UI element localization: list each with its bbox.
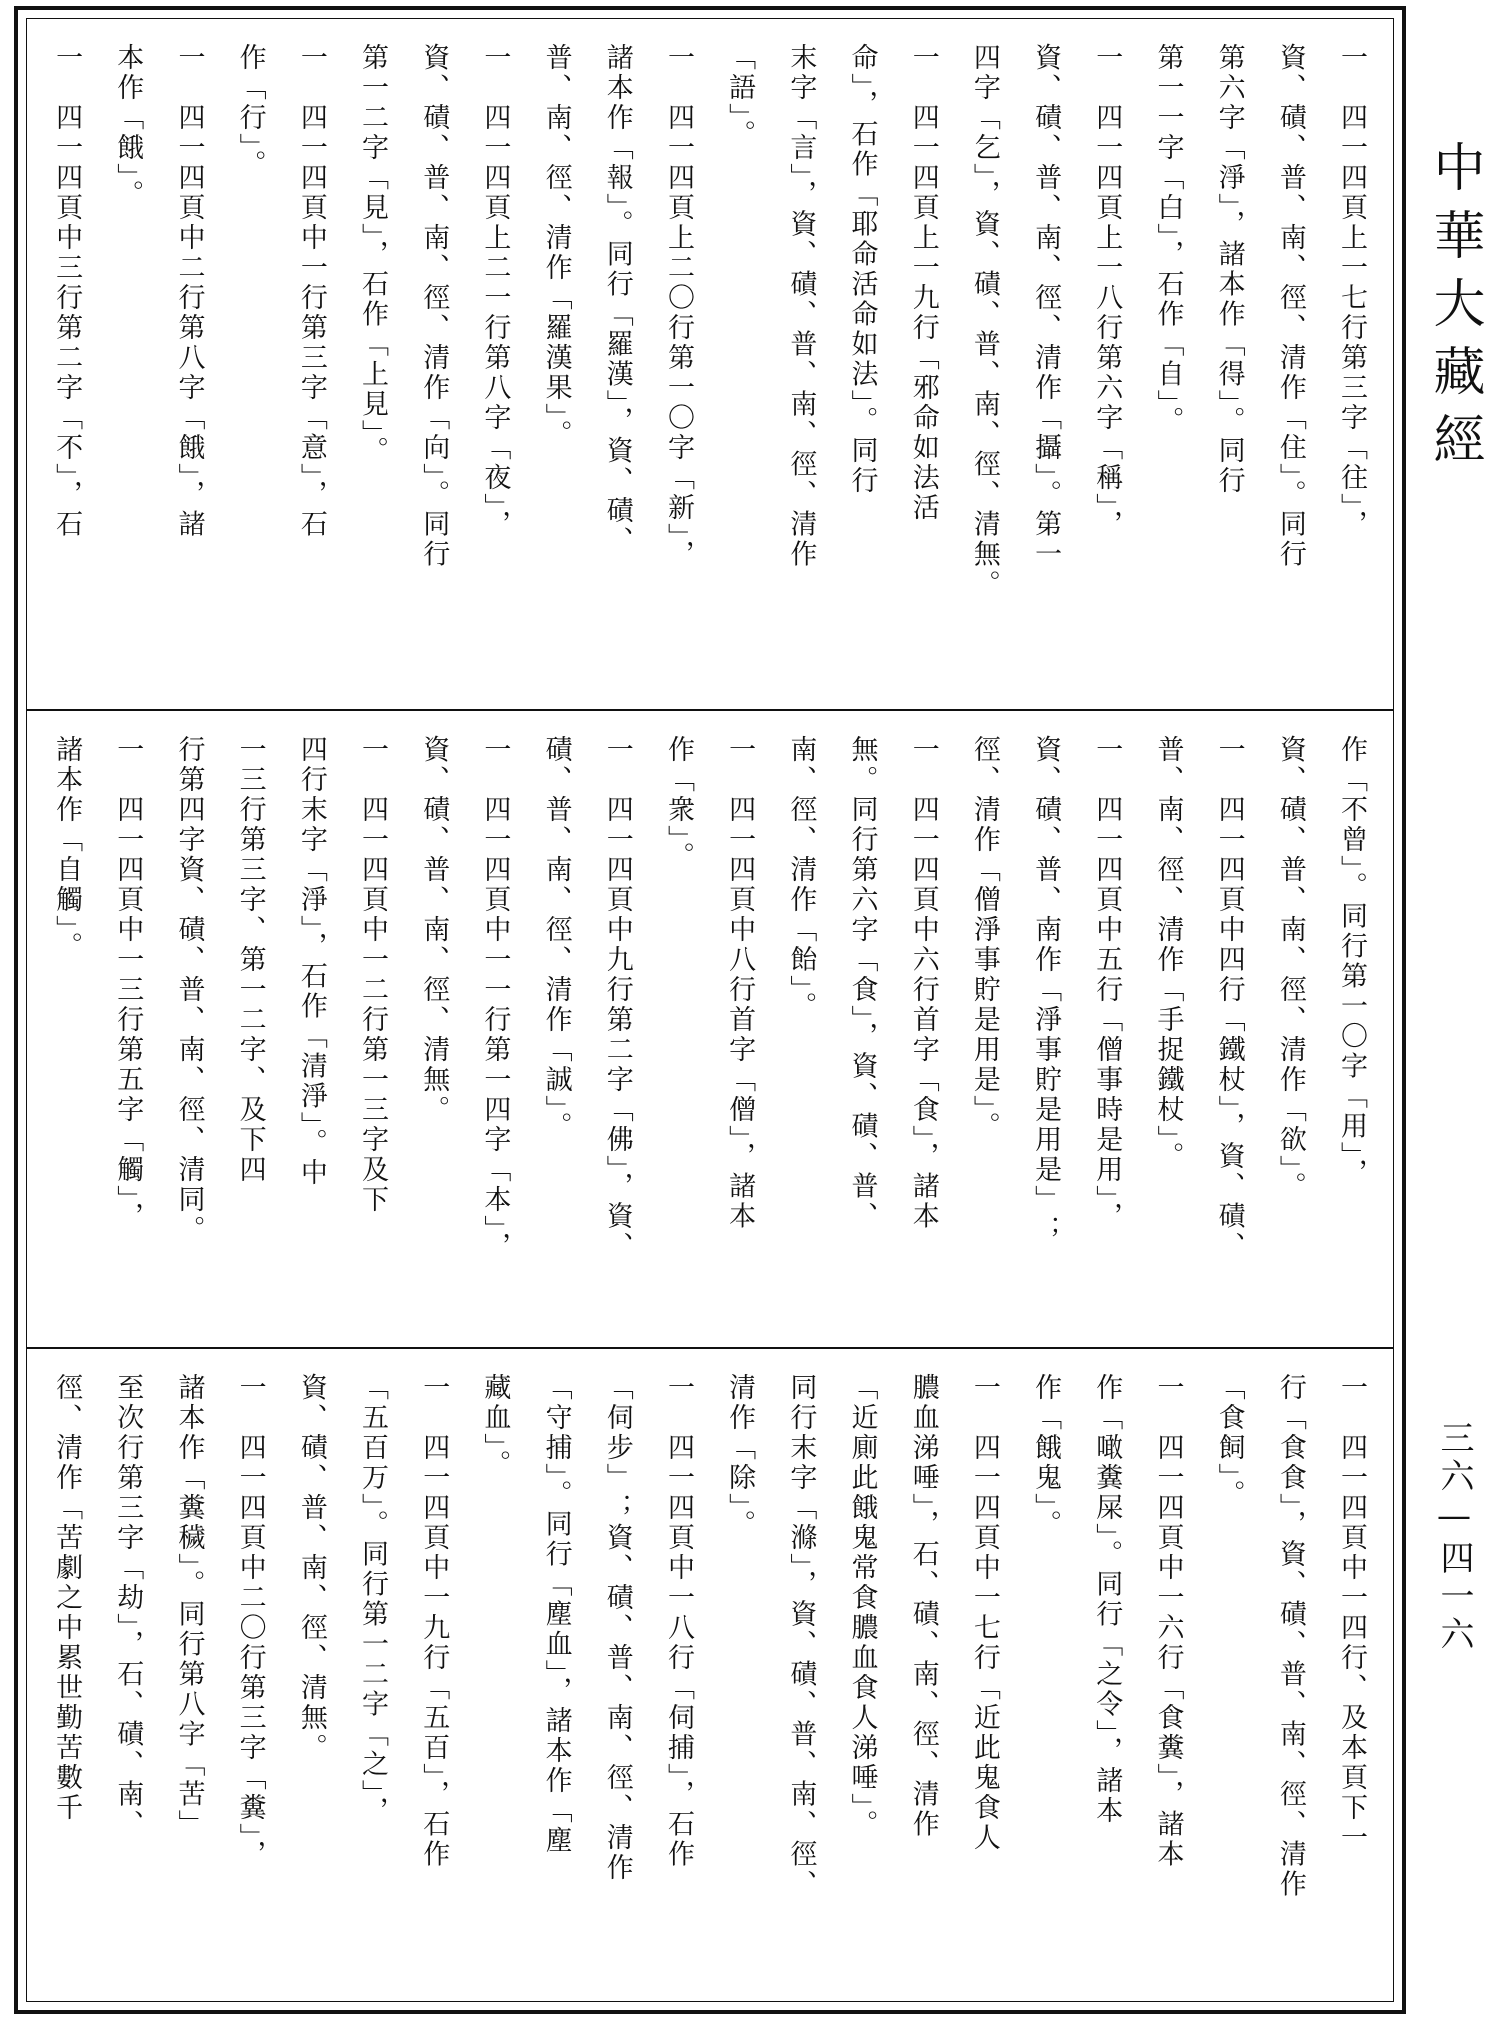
text-column: 四字「乞」，資、磧、普、南、徑、清無。 (968, 43, 1000, 600)
text-column: 命」，石作「耶命活命如法」。同行 (846, 43, 878, 496)
text-column: 一 四一四頁中一八行「伺捕」，石作 (662, 1373, 694, 1870)
book-title: 中華大藏經 (1424, 140, 1484, 480)
text-column: 資、磧、普、南、徑、清作「向」。同行 (418, 43, 450, 570)
text-column: 「語」。 (724, 43, 756, 150)
text-column: 作「行」。 (234, 43, 266, 180)
text-column: 資、磧、普、南、徑、清無。 (295, 1373, 327, 1763)
text-column: 末字「言」，資、磧、普、南、徑、清作 (785, 43, 817, 570)
text-column: 無。同行第六字「食」，資、磧、普、 (846, 735, 878, 1232)
text-column: 第一二字「見」，石作「上見」。 (357, 43, 388, 466)
text-column: 一 四一四頁中一二行第一三字及下 (357, 735, 388, 1215)
text-column: 一 四一四頁中一一行第一四字「本」， (479, 735, 511, 1262)
text-column: 一 四一四頁中四行「鐵杖」，資、磧、 (1213, 735, 1245, 1262)
text-column: 清作「除」。 (724, 1373, 756, 1540)
text-column: 一 四一四頁上二〇行第一〇字「新」， (662, 43, 694, 570)
text-column: 諸本作「糞穢」。同行第八字「苦」 (173, 1373, 205, 1840)
text-column: 一 四一四頁中一四行、及本頁下一 (1336, 1373, 1367, 1853)
text-column: 同行末字「滌」，資、磧、普、南、徑、 (785, 1373, 817, 1900)
text-column: 「伺步」；資、磧、普、南、徑、清作 (601, 1373, 633, 1883)
text-column: 藏血」。 (479, 1373, 511, 1480)
text-column: 一 四一四頁上一七行第三字「往」， (1336, 43, 1367, 540)
text-column: 行「食食」，資、磧、普、南、徑、清作 (1274, 1373, 1306, 1900)
text-column: 資、磧、普、南、徑、清作「住」。同行 (1274, 43, 1306, 570)
page-frame (14, 6, 1406, 2014)
text-column: 一 四一四頁中二行第八字「餓」，諸 (173, 43, 205, 540)
text-column: 一 四一四頁中三行第二字「不」，石 (51, 43, 83, 540)
column-group (41, 43, 1379, 699)
text-column: 一 四一四頁中九行第二字「佛」，資、 (601, 735, 633, 1262)
text-column: 一 四一四頁上一八行第六字「稱」， (1091, 43, 1123, 540)
text-body (26, 18, 1394, 2002)
text-column: 一 四一四頁上二一行第八字「夜」， (479, 43, 511, 540)
text-column: 一 四一四頁中一六行「食糞」，諸本 (1152, 1373, 1184, 1870)
text-column: 「五百万」。同行第一二字「之」， (357, 1373, 388, 1826)
text-column: 一 四一四頁中一三行第五字「觸」， (112, 735, 144, 1232)
text-column: 諸本作「報」。同行「羅漢」，資、磧、 (601, 43, 633, 556)
text-column: 一 四一四頁中八行首字「僧」，諸本 (724, 735, 756, 1232)
text-column: 第六字「淨」，諸本作「得」。同行 (1213, 43, 1245, 496)
text-column: 資、磧、普、南、徑、清作「攝」。第一 (1030, 43, 1062, 570)
text-column: 一 四一四頁中一七行「近此鬼食人 (968, 1373, 1000, 1853)
text-column: 四行末字「淨」，石作「清淨」。中 (295, 735, 327, 1188)
page-number: 三六—四一六 (1434, 1420, 1474, 1654)
text-column: 諸本作「自觸」。 (51, 735, 83, 962)
text-column: 資、磧、普、南、徑、清無。 (418, 735, 450, 1125)
text-column: 普、南、徑、清作「羅漢果」。 (540, 43, 572, 450)
text-column: 一 四一四頁中五行「僧事時是用」， (1091, 735, 1123, 1232)
text-column: 資、磧、普、南、徑、清作「欲」。 (1274, 735, 1306, 1202)
text-column: 「近廁此餓鬼常食膿血食人涕唾」。 (846, 1373, 878, 1840)
text-column: 第一一字「白」，石作「自」。 (1152, 43, 1184, 436)
column-group (41, 1373, 1379, 1991)
text-column: 一 四一四頁中一九行「五百」，石作 (418, 1373, 450, 1870)
text-column: 膿血涕唾」，石、磧、南、徑、清作 (907, 1373, 939, 1840)
text-column: 一 四一四頁中一行第三字「意」，石 (295, 43, 327, 540)
text-column: 徑、清作「苦劇之中累世勤苦數千 (51, 1373, 83, 1823)
column-group (41, 735, 1379, 1337)
text-column: 至次行第三字「劫」，石、磧、南、 (112, 1373, 144, 1840)
text-band-middle (27, 709, 1393, 1347)
text-column: 「食飼」。 (1213, 1373, 1245, 1510)
text-column: 作「衆」。 (662, 735, 694, 872)
text-column: 磧、普、南、徑、清作「誠」。 (540, 735, 572, 1142)
text-column: 一 四一四頁上一九行「邪命如法活 (907, 43, 939, 523)
text-column: 資、磧、普、南作「淨事貯是用是」； (1030, 735, 1062, 1245)
text-band-bottom (27, 1347, 1393, 2001)
text-column: 南、徑、清作「飴」。 (785, 735, 817, 1022)
text-column: 「守捕」。同行「塵血」，諸本作「塵 (540, 1373, 572, 1856)
text-column: 行第四字資、磧、普、南、徑、清同。 (173, 735, 205, 1245)
text-column: 本作「餓」。 (112, 43, 144, 210)
text-band-top (27, 19, 1393, 709)
text-column: 一 四一四頁中六行首字「食」，諸本 (907, 735, 939, 1232)
text-column: 徑、清作「僧淨事貯是用是」。 (968, 735, 1000, 1142)
text-column: 作「不曾」。同行第一〇字「用」， (1336, 735, 1367, 1188)
text-column: 普、南、徑、清作「手捉鐵杖」。 (1152, 735, 1184, 1172)
text-column: 作「噉糞屎」。同行「之令」，諸本 (1091, 1373, 1123, 1826)
text-column: 一 四一四頁中二〇行第三字「糞」， (234, 1373, 266, 1870)
text-column: 作「餓鬼」。 (1030, 1373, 1062, 1540)
text-column: 一三行第三字、第一二字、及下四 (234, 735, 266, 1185)
